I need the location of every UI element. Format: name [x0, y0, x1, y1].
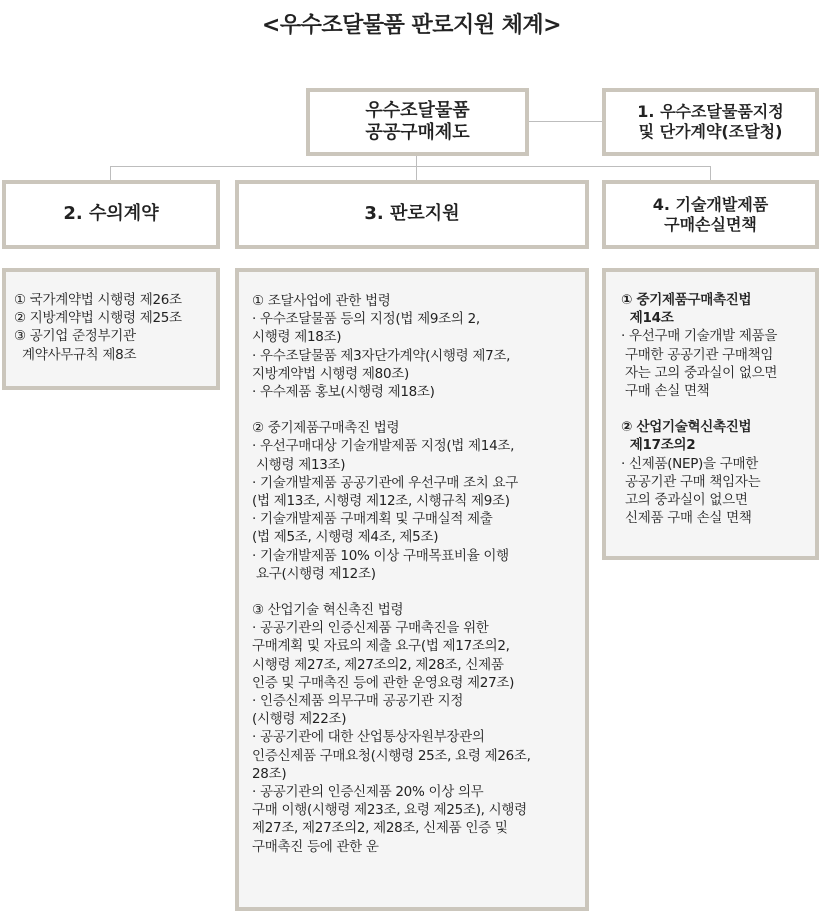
detail-gap: [252, 401, 585, 419]
box-3-label: 3. 판로지원: [364, 203, 460, 225]
connector-to-b3: [416, 166, 417, 180]
detail-line: · 기술개발제품 10% 이상 구매목표비율 이행: [252, 547, 509, 564]
detail-line: 공공기관 구매 책임자는: [621, 473, 761, 490]
detail-line: ① 조달사업에 관한 법령: [252, 293, 391, 309]
detail-line: · 신제품(NEP)을 구매한: [621, 455, 758, 472]
detail-line: 구매계획 및 자료의 제출 요구(법 제17조의2,: [252, 638, 510, 655]
detail-line: 시행령 제27조, 제27조의2, 제28조, 신제품: [252, 656, 504, 673]
detail-line: ① 국가계약법 시행령 제26조: [14, 292, 182, 308]
detail-line: ② 지방계약법 시행령 제25조: [14, 310, 182, 327]
detail-gap: [252, 583, 585, 601]
detail-line: 계약사무규칙 제8조: [14, 346, 137, 363]
detail-line: 신제품 구매 손실 면책: [621, 510, 752, 527]
detail-gap: [621, 400, 815, 418]
box-4-line-2: 구매손실면책: [664, 214, 757, 234]
box-1-line-1: 1. 우수조달물품지정: [637, 102, 784, 121]
diagram-title: <우수조달물품 판로지원 체계>: [261, 13, 562, 38]
detail-line: · 우선구매대상 기술개발제품 지정(법 제14조,: [252, 438, 515, 455]
detail-line: 구매 이행(시행령 제23조, 요령 제25조), 시행령: [252, 802, 527, 819]
detail-heading: ① 중기제품구매촉진법: [621, 292, 752, 308]
box-2-label: 2. 수의계약: [63, 203, 159, 225]
detail-line: 인증신제품 구매요청(시행령 25조, 요령 제26조,: [252, 747, 531, 764]
detail-heading: 제17조의2: [621, 437, 696, 454]
detail-box-col3: [235, 268, 589, 911]
connector-to-b4: [710, 166, 711, 180]
connector-to-b2: [110, 166, 111, 180]
connector-center-to-b1: [528, 121, 604, 122]
connector-horizontal-bus: [110, 166, 710, 167]
detail-line: 지방계약법 시행령 제80조): [252, 365, 409, 382]
detail-line: 고의 중과실이 없으면: [621, 492, 748, 509]
detail-line: · 인증신제품 의무구매 공공기관 지정: [252, 693, 464, 710]
box-1-designation: [602, 88, 819, 156]
detail-line: · 우수제품 홍보(시행령 제18조): [252, 384, 435, 401]
center-box: [306, 88, 529, 156]
detail-line: 인증 및 구매촉진 등에 관한 운영요령 제27조): [252, 674, 515, 691]
detail-line: ③ 공기업 준정부기관: [14, 328, 136, 345]
box-1-line-2: 및 단가계약(조달청): [638, 122, 783, 141]
detail-line: ② 중기제품구매촉진 법령: [252, 420, 400, 437]
detail-line: 구매촉진 등에 관한 운: [252, 838, 379, 855]
center-box-line-1: 우수조달물품: [365, 99, 470, 121]
detail-line: 구매 손실 면책: [621, 383, 710, 400]
detail-line: (법 제5조, 시행령 제4조, 제5조): [252, 529, 439, 546]
detail-line: 28조): [252, 765, 287, 782]
detail-line: 시행령 제18조): [252, 329, 342, 346]
detail-line: · 우선구매 기술개발 제품을: [621, 328, 778, 345]
detail-heading: ② 산업기술혁신촉진법: [621, 419, 752, 436]
box-2-private-contract: [2, 180, 220, 249]
box-3-sales-support: [235, 180, 589, 249]
detail-line: · 기술개발제품 구매계획 및 구매실적 제출: [252, 511, 493, 528]
detail-line: 요구(시행령 제12조): [252, 565, 376, 582]
detail-line: 구매한 공공기관 구매책임: [621, 346, 774, 363]
detail-line: 제27조, 제27조의2, 제28조, 신제품 인증 및: [252, 820, 508, 837]
detail-heading: 제14조: [621, 310, 674, 327]
detail-line: 시행령 제13조): [252, 456, 346, 473]
detail-box-col2: [2, 268, 220, 390]
detail-box-col4: [602, 268, 819, 560]
detail-line: · 공공기관에 대한 산업통상자원부장관의: [252, 729, 485, 746]
detail-line: · 기술개발제품 공공기관에 우선구매 조치 요구: [252, 474, 519, 491]
box-4-loss-exemption: [602, 180, 819, 249]
detail-line: · 우수조달물품 등의 지정(법 제9조의 2,: [252, 311, 480, 328]
detail-line: · 우수조달물품 제3자단가계약(시행령 제7조,: [252, 347, 511, 364]
detail-line: (법 제13조, 시행령 제12조, 시행규칙 제9조): [252, 493, 510, 510]
center-box-line-2: 공공구매제도: [365, 122, 470, 143]
box-4-line-1: 4. 기술개발제품: [652, 194, 769, 214]
detail-line: 자는 고의 중과실이 없으면: [621, 364, 778, 381]
detail-line: ③ 산업기술 혁신촉진 법령: [252, 602, 404, 619]
detail-line: · 공공기관의 인증신제품 20% 이상 의무: [252, 784, 484, 801]
detail-line: · 공공기관의 인증신제품 구매촉진을 위한: [252, 620, 489, 637]
detail-line: (시행령 제22조): [252, 711, 347, 728]
